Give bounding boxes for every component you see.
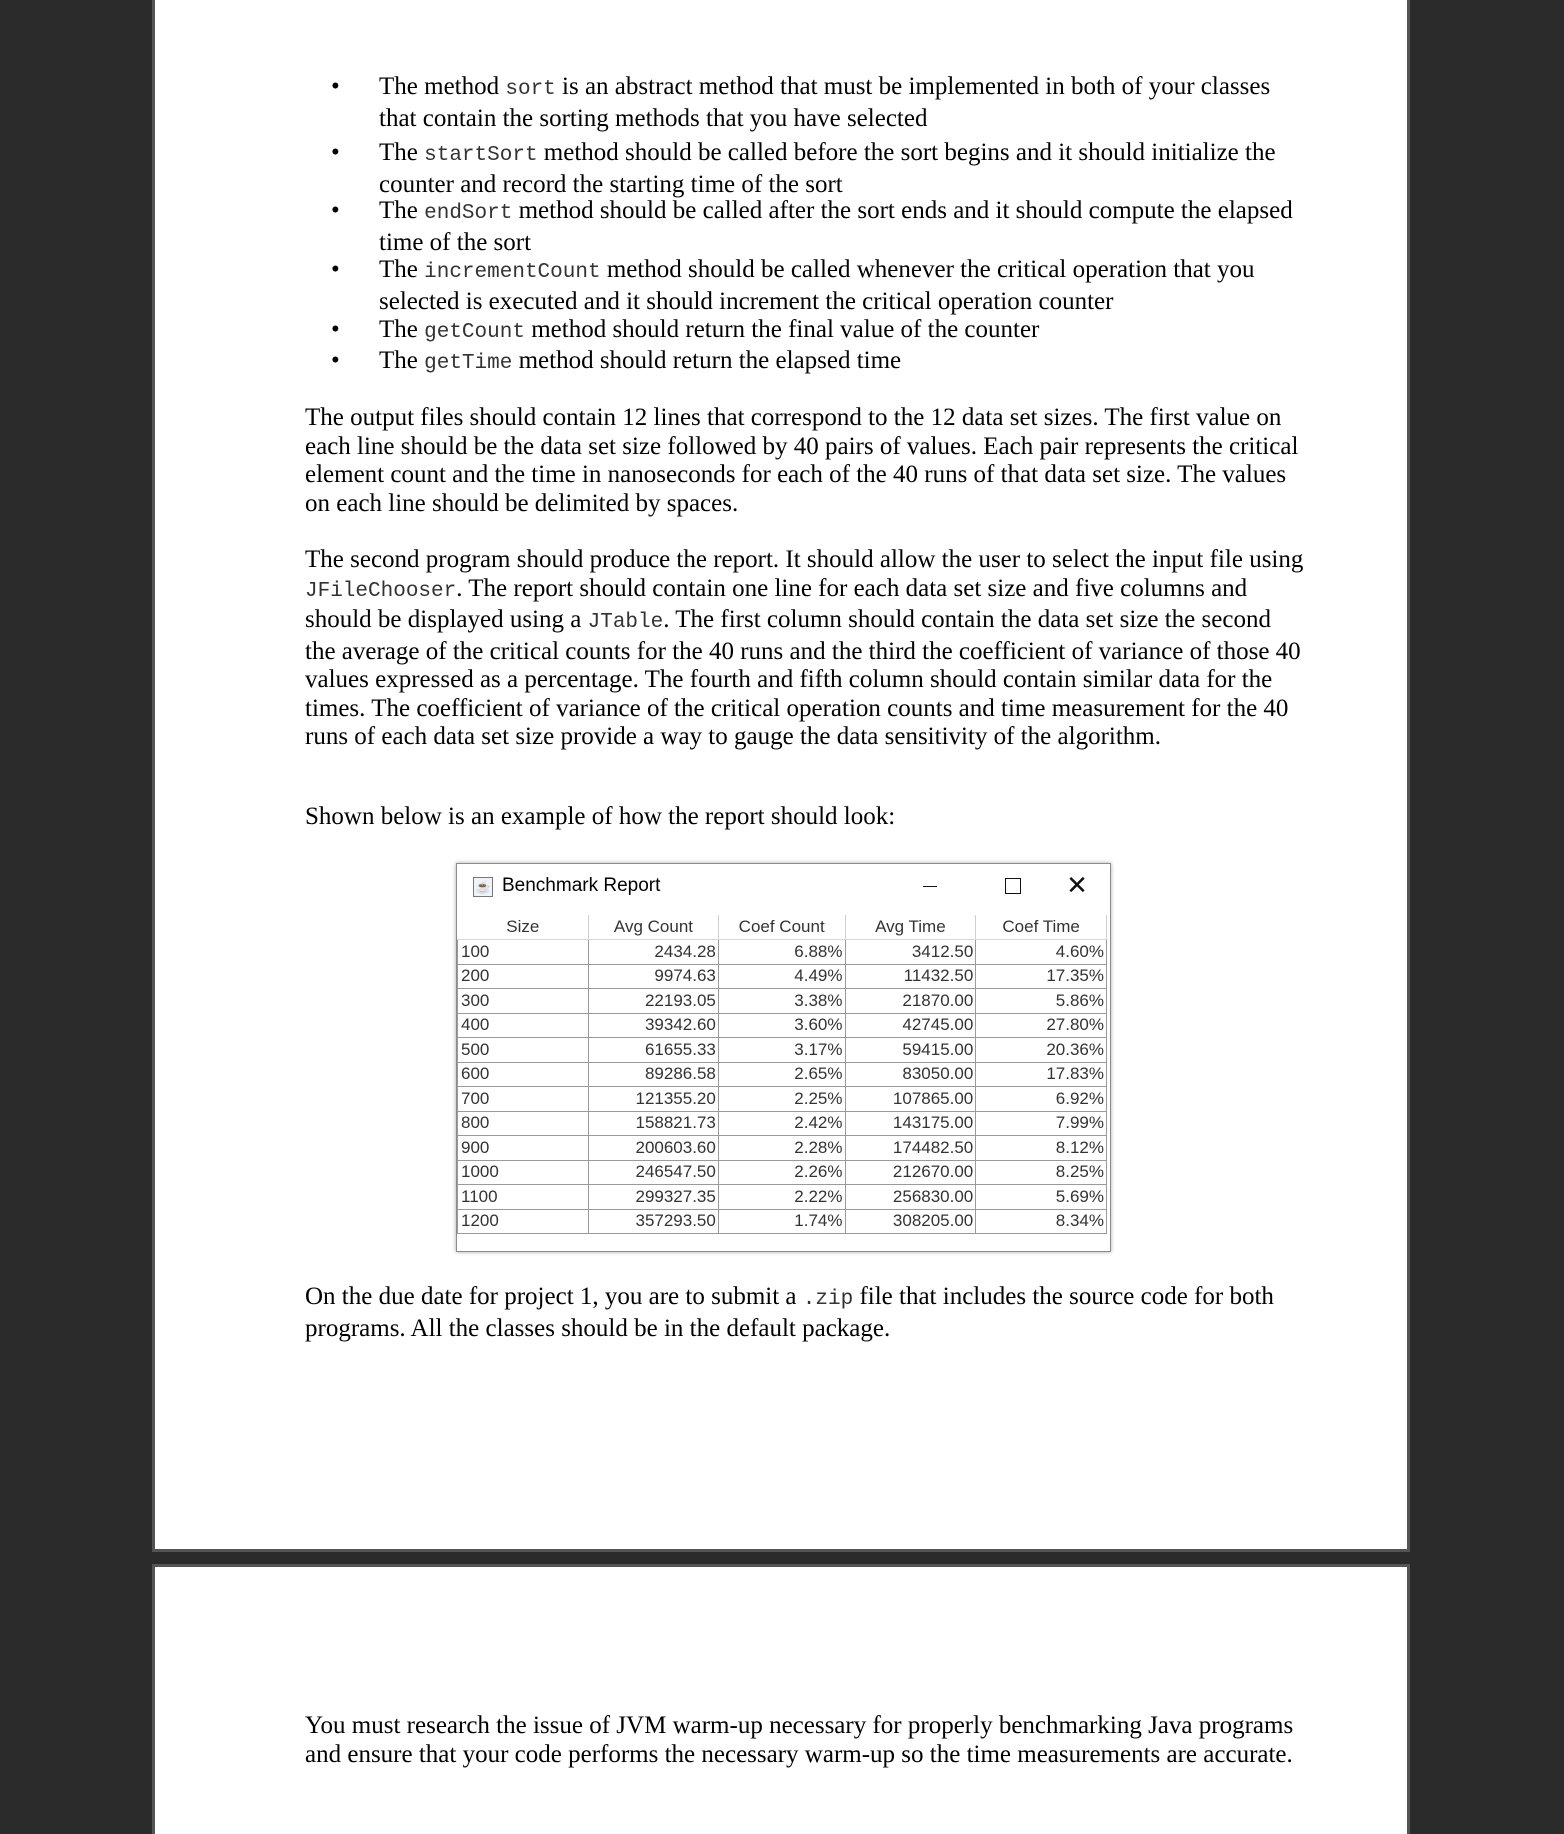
- code-zip: .zip: [802, 1288, 854, 1311]
- cell-coef-count[interactable]: 3.60%: [718, 1013, 845, 1038]
- paragraph-due-date: On the due date for project 1, you are to submit a .zip file that includes the source code for both programs. All the classes should be in the default package.: [305, 1283, 1274, 1342]
- cell-avg-count[interactable]: 9974.63: [589, 964, 719, 989]
- cell-avg-time[interactable]: 143175.00: [845, 1111, 976, 1136]
- maximize-button[interactable]: [993, 870, 1033, 900]
- cell-coef-time[interactable]: 8.34%: [976, 1209, 1107, 1234]
- bullet-gettime: • The getTime method should return the elapsed time: [331, 347, 902, 375]
- cell-avg-time[interactable]: 107865.00: [845, 1087, 976, 1112]
- cell-coef-time[interactable]: 5.69%: [976, 1185, 1107, 1210]
- window-titlebar[interactable]: [457, 864, 1110, 906]
- code-startsort: startSort: [424, 144, 538, 167]
- cell-avg-time[interactable]: 174482.50: [845, 1136, 976, 1161]
- bullet-dot: •: [331, 256, 340, 283]
- cell-coef-count[interactable]: 2.25%: [718, 1087, 845, 1112]
- cell-coef-count[interactable]: 2.26%: [718, 1160, 845, 1185]
- cell-size[interactable]: 300: [458, 989, 589, 1014]
- cell-avg-count[interactable]: 89286.58: [589, 1062, 719, 1087]
- table-row[interactable]: [458, 1062, 1107, 1087]
- cell-coef-count[interactable]: 6.88%: [718, 940, 845, 965]
- cell-avg-count[interactable]: 246547.50: [589, 1160, 719, 1185]
- window-title: Benchmark Report: [502, 875, 661, 896]
- cell-avg-count[interactable]: 22193.05: [589, 989, 719, 1014]
- cell-coef-time[interactable]: 17.35%: [976, 964, 1107, 989]
- table-row[interactable]: [458, 1185, 1107, 1210]
- cell-coef-count[interactable]: 1.74%: [718, 1209, 845, 1234]
- cell-avg-count[interactable]: 121355.20: [589, 1087, 719, 1112]
- cell-size[interactable]: 400: [458, 1013, 589, 1038]
- header-coef-time[interactable]: Coef Time: [976, 915, 1107, 940]
- bullet-dot: •: [331, 197, 340, 224]
- cell-coef-time[interactable]: 20.36%: [976, 1038, 1107, 1063]
- cell-avg-time[interactable]: 308205.00: [845, 1209, 976, 1234]
- cell-avg-time[interactable]: 212670.00: [845, 1160, 976, 1185]
- cell-avg-count[interactable]: 200603.60: [589, 1136, 719, 1161]
- code-incrementcount: incrementCount: [424, 261, 601, 284]
- header-coef-count[interactable]: Coef Count: [718, 915, 845, 940]
- cell-coef-time[interactable]: 8.12%: [976, 1136, 1107, 1161]
- table-row[interactable]: [458, 1209, 1107, 1234]
- cell-coef-count[interactable]: 3.17%: [718, 1038, 845, 1063]
- cell-avg-count[interactable]: 299327.35: [589, 1185, 719, 1210]
- bullet-dot: •: [331, 316, 340, 343]
- bullet-endsort: • The endSort method should be called after the sort ends and it should compute the elapsed time of the sort: [331, 197, 1293, 256]
- table-row[interactable]: [458, 1136, 1107, 1161]
- bullet-startsort: • The startSort method should be called before the sort begins and it should initialize the counter and record the starting time of the sort: [331, 139, 1276, 198]
- benchmark-report-window: [456, 863, 1111, 1252]
- table-row[interactable]: [458, 1013, 1107, 1038]
- cell-avg-time[interactable]: 42745.00: [845, 1013, 976, 1038]
- cell-size[interactable]: 900: [458, 1136, 589, 1161]
- header-avg-count[interactable]: Avg Count: [589, 915, 719, 940]
- java-app-icon: ☕: [473, 877, 493, 897]
- paragraph-shown-below: Shown below is an example of how the report should look:: [305, 803, 896, 830]
- table-row[interactable]: [458, 1160, 1107, 1185]
- cell-avg-count[interactable]: 2434.28: [589, 940, 719, 965]
- code-gettime: getTime: [424, 352, 513, 375]
- code-getcount: getCount: [424, 321, 525, 344]
- cell-coef-count[interactable]: 3.38%: [718, 989, 845, 1014]
- cell-coef-time[interactable]: 17.83%: [976, 1062, 1107, 1087]
- cell-size[interactable]: 500: [458, 1038, 589, 1063]
- cell-coef-time[interactable]: 4.60%: [976, 940, 1107, 965]
- cell-coef-count[interactable]: 2.22%: [718, 1185, 845, 1210]
- table-row[interactable]: [458, 1111, 1107, 1136]
- table-row[interactable]: [458, 1038, 1107, 1063]
- cell-coef-count[interactable]: 4.49%: [718, 964, 845, 989]
- cell-size[interactable]: 800: [458, 1111, 589, 1136]
- table-row[interactable]: [458, 1087, 1107, 1112]
- cell-avg-count[interactable]: 61655.33: [589, 1038, 719, 1063]
- header-avg-time[interactable]: Avg Time: [845, 915, 976, 940]
- bullet-incrementcount: • The incrementCount method should be called whenever the critical operation that you selected is executed and it should increment the critical operation counter: [331, 256, 1255, 315]
- paragraph-jvm-warmup: You must research the issue of JVM warm-up necessary for properly benchmarking Java programs and ensure that your code performs the necessary warm-up so the time measurements are accurate.: [305, 1712, 1294, 1768]
- cell-avg-count[interactable]: 357293.50: [589, 1209, 719, 1234]
- code-sort: sort: [505, 78, 556, 101]
- table-row[interactable]: [458, 940, 1107, 965]
- cell-size[interactable]: 1100: [458, 1185, 589, 1210]
- table-header-row: [458, 915, 1107, 940]
- paragraph-second-program: The second program should produce the report. It should allow the user to select the input file using JFileChooser. The report should contain one line for each data set size and five columns and should be displayed using a JTable. The first column should contain the data set size the second the average of the critical counts for the 40 runs and the third the coefficient of variance of those 40 values expressed as a percentage. The fourth and fifth column should contain similar data for the times. The coefficient of variance of the critical operation counts and time measurement for the 40 runs of each data set size provide a way to gauge the data sensitivity of the algorithm.: [305, 546, 1304, 750]
- cell-avg-time[interactable]: 256830.00: [845, 1185, 976, 1210]
- document-page-2: [152, 1564, 1410, 1834]
- cell-coef-time[interactable]: 27.80%: [976, 1013, 1107, 1038]
- table-row[interactable]: [458, 989, 1107, 1014]
- bullet-dot: •: [331, 347, 340, 374]
- cell-coef-count[interactable]: 2.42%: [718, 1111, 845, 1136]
- minimize-button[interactable]: [910, 870, 950, 900]
- table-row[interactable]: [458, 964, 1107, 989]
- bullet-getcount: • The getCount method should return the final value of the counter: [331, 316, 1040, 344]
- code-jfilechooser: JFileChooser: [305, 579, 457, 603]
- cell-coef-time[interactable]: 6.92%: [976, 1087, 1107, 1112]
- cell-avg-count[interactable]: 158821.73: [589, 1111, 719, 1136]
- table-body: [458, 940, 1107, 1234]
- code-endsort: endSort: [424, 202, 513, 225]
- cell-coef-time[interactable]: 5.86%: [976, 989, 1107, 1014]
- paragraph-output-files: The output files should contain 12 lines that correspond to the 12 data set sizes. The first value on each line should be the data set size followed by 40 pairs of values. Each pair represents the critical element count and the time in nanoseconds for each of the 40 runs of that data set size. The values on each line should be delimited by spaces.: [305, 404, 1299, 517]
- cell-avg-time[interactable]: 83050.00: [845, 1062, 976, 1087]
- cell-avg-time[interactable]: 21870.00: [845, 989, 976, 1014]
- cell-avg-count[interactable]: 39342.60: [589, 1013, 719, 1038]
- cell-avg-time[interactable]: 11432.50: [845, 964, 976, 989]
- cell-coef-time[interactable]: 7.99%: [976, 1111, 1107, 1136]
- cell-size[interactable]: 1000: [458, 1160, 589, 1185]
- cell-size[interactable]: 100: [458, 940, 589, 965]
- cell-size[interactable]: 600: [458, 1062, 589, 1087]
- bullet-dot: •: [331, 139, 340, 166]
- cell-coef-count[interactable]: 2.65%: [718, 1062, 845, 1087]
- document-page-1: [152, 0, 1410, 1552]
- bullet-sort: • The method sort is an abstract method that must be implemented in both of your classes that contain the sorting methods that you have selected: [331, 73, 1271, 132]
- minimize-icon: [923, 886, 937, 887]
- cell-size[interactable]: 200: [458, 964, 589, 989]
- cell-avg-time[interactable]: 3412.50: [845, 940, 976, 965]
- maximize-icon: [1005, 878, 1021, 894]
- code-jtable: JTable: [587, 611, 664, 634]
- cell-size[interactable]: 1200: [458, 1209, 589, 1234]
- report-table: [457, 915, 1107, 1234]
- header-size[interactable]: Size: [458, 915, 589, 940]
- cell-avg-time[interactable]: 59415.00: [845, 1038, 976, 1063]
- cell-coef-time[interactable]: 8.25%: [976, 1160, 1107, 1185]
- cell-coef-count[interactable]: 2.28%: [718, 1136, 845, 1161]
- bullet-dot: •: [331, 73, 340, 100]
- cell-size[interactable]: 700: [458, 1087, 589, 1112]
- close-button[interactable]: ✕: [1066, 870, 1088, 900]
